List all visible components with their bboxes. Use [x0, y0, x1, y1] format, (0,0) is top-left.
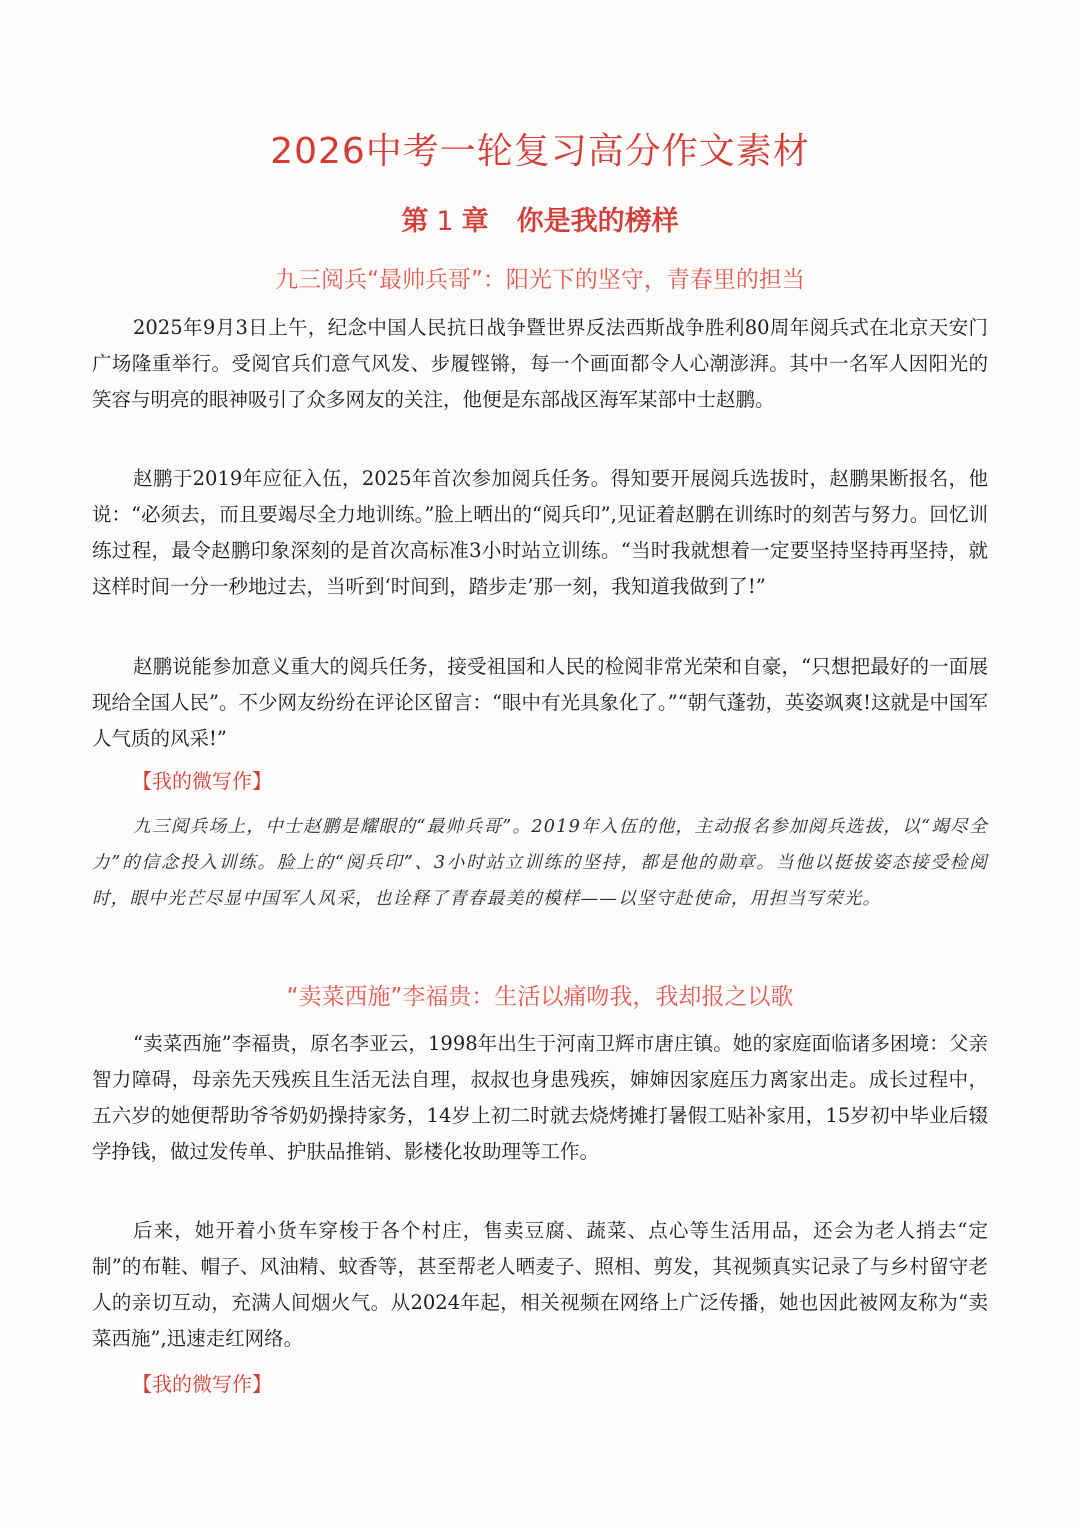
section2-paragraph-2: 后来，她开着小货车穿梭于各个村庄，售卖豆腐、蔬菜、点心等生活用品，还会为老人捎去“定制”的布鞋、帽子、风油精、蚊香等，甚至帮老人晒麦子、照相、剪发，其视频真实记录了与乡村留守老人的亲切互动，充满人间烟火气。从2024年起，相关视频在网络上广泛传播，她也因此被网友称为“卖菜西施”,迅速走红网络。: [92, 1219, 988, 1350]
section2-paragraph-1: “卖菜西施”李福贵，原名李亚云，1998年出生于河南卫辉市唐庄镇。她的家庭面临诸多困境：父亲智力障碍，母亲先天残疾且生活无法自理，叔叔也身患残疾，婶婶因家庭压力离家出走。成长过程中，五六岁的她便帮助爷爷奶奶操持家务，14岁上初二时就去烧烤摊打暑假工贴补家用，15岁初中毕业后辍学挣钱，做过发传单、护肤品推销、影楼化妆助理等工作。: [92, 1032, 988, 1163]
chapter-name: 你是我的榜样: [516, 206, 679, 237]
section-title-military-parade: 九三阅兵“最帅兵哥”：阳光下的坚守，青春里的担当: [275, 267, 805, 293]
micro-writing-paragraph: 九三阅兵场上，中士赵鹏是耀眼的“最帅兵哥”。2019年入伍的他，主动报名参加阅兵选拔，以“竭尽全力”的信念投入训练。脸上的“阅兵印”、3小时站立训练的坚持，都是他的勋章。当他以挺拔姿态接受检阅时，眼中光芒尽显中国军人风采，也诠释了青春最美的模样——以坚守赴使命，用担当写荣光。: [92, 817, 988, 909]
section1-paragraph-3: 赵鹏说能参加意义重大的阅兵任务，接受祖国和人民的检阅非常光荣和自豪，“只想把最好的一面展现给全国人民”。不少网友纷纷在评论区留言：“眼中有光具象化了。”“朝气蓬勃，英姿飒爽!这就是中国军人气质的风采!”: [92, 655, 988, 750]
section-title-vegetable-seller: “卖菜西施”李福贵：生活以痛吻我，我却报之以歌: [286, 984, 794, 1010]
section1-paragraph-2: 赵鹏于2019年应征入伍，2025年首次参加阅兵任务。得知要开展阅兵选拔时，赵鹏果断报名，他说：“必须去，而且要竭尽全力地训练。”脸上晒出的“阅兵印”,见证着赵鹏在训练时的刻苦与努力。回忆训练过程，最令赵鹏印象深刻的是首次高标准3小时站立训练。“当时我就想着一定要坚持坚持再坚持，就这样时间一分一秒地过去，当听到‘时间到，踏步走’那一刻，我知道我做到了!”: [92, 467, 988, 598]
section1-paragraph-1: 2025年9月3日上午，纪念中国人民抗日战争暨世界反法西斯战争胜利80周年阅兵式在北京天安门广场隆重举行。受阅官兵们意气风发、步履铿锵，每一个画面都令人心潮澎湃。其中一名军人因阳光的笑容与明亮的眼神吸引了众多网友的关注，他便是东部战区海军某部中士赵鹏。: [92, 316, 988, 411]
document-title: 2026中考一轮复习高分作文素材: [270, 131, 810, 172]
chapter-title: [0, 200, 1080, 244]
chapter-number: 1: [436, 206, 454, 237]
chapter-suffix: 章: [461, 206, 489, 237]
micro-writing-label-2: 【我的微写作】: [132, 1372, 272, 1396]
micro-writing-label: 【我的微写作】: [132, 769, 272, 793]
chapter-prefix: 第: [401, 206, 429, 237]
